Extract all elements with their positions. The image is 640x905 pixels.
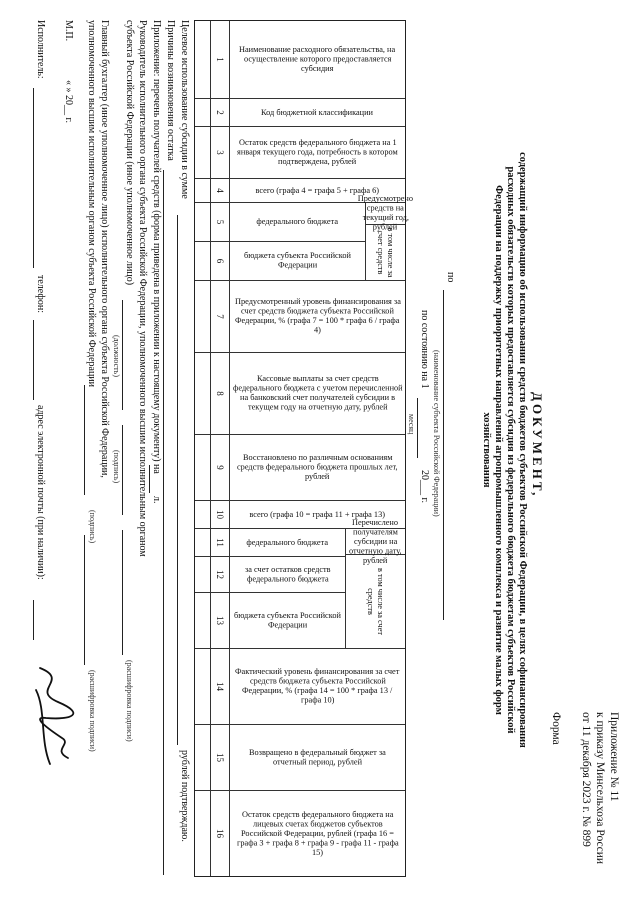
empty-cell — [195, 435, 210, 501]
column-number-2: 2 — [210, 99, 229, 127]
date-line: « » 20__ г. — [63, 80, 74, 123]
column-number-11: 11 — [210, 529, 229, 557]
email-label: адрес электронной почты (при наличии): — [35, 405, 46, 580]
subject-prefix: по — [445, 272, 456, 283]
col-10-header: всего (графа 10 = графа 11 + графа 13) — [229, 501, 405, 529]
reasons-label: Причины возникновения остатка — [165, 20, 176, 161]
target-use-label: Целевое использование субсидии в сумме — [179, 20, 190, 199]
appendix-order: к приказу Минсельхоза России — [594, 712, 606, 865]
empty-cell — [195, 557, 210, 593]
empty-cell — [195, 99, 210, 127]
form-label: Форма — [550, 712, 562, 745]
attachment-pages-label: л. — [151, 496, 162, 504]
column-number-7: 7 — [210, 281, 229, 353]
head-signature-line — [122, 425, 123, 515]
column-number-16: 16 — [210, 791, 229, 876]
attachment-label: Приложение: перечень получателей средств (форма приведена в приложении к настоящему документу) на — [151, 20, 162, 474]
accountant-decoding-caption: (расшифровка подписи) — [88, 670, 97, 752]
empty-cell — [195, 649, 210, 725]
confirmed-label: рублей подтверждаю. — [179, 750, 190, 842]
subject-line — [443, 290, 444, 620]
col-4-header: всего (графа 4 = графа 5 + графа 6) — [229, 179, 405, 203]
empty-cell — [195, 353, 210, 435]
reasons-line — [163, 170, 164, 875]
empty-cell — [195, 529, 210, 557]
empty-cell — [195, 21, 210, 99]
document-title: ДОКУМЕНТ, — [530, 392, 545, 499]
empty-cell — [195, 203, 210, 242]
executor-label: Исполнитель: — [35, 20, 46, 79]
column-number-8: 8 — [210, 353, 229, 435]
accountant-line-1: Главный бухгалтер (иное уполномоченное лицо) исполнительного органа субъекта Российской Федерации, — [99, 20, 110, 478]
accountant-decoding-line — [84, 535, 85, 665]
column-number-15: 15 — [210, 725, 229, 791]
accountant-line-2: уполномоченного высшим исполнительным органом субъекта Российской Федерации — [86, 20, 97, 388]
column-number-3: 3 — [210, 127, 229, 179]
col-3-header: Остаток средств федерального бюджета на 1 января текущего года, потребность в котором подтверждена, рублей — [229, 127, 405, 179]
col-1-header: Наименование расходного обязательства, на осуществление которого предоставляется субсидия — [229, 21, 405, 99]
appendix-number: Приложение № 11 — [608, 712, 620, 802]
accountant-signature-caption: (подпись) — [88, 510, 97, 544]
head-line-2: субъекта Российской Федерации (иное уполномоченное лицо) — [124, 20, 135, 286]
empty-cell — [195, 281, 210, 353]
appendix-date: от 11 декабря 2023 г. № 899 — [580, 712, 592, 847]
col-11-header: федерального бюджета — [229, 529, 345, 557]
col-7-header: Предусмотренный уровень финансирования за счет средств бюджета субъекта Российской Федерации, % (графа 7 = 100 * графа 6 / графа 4) — [229, 281, 405, 353]
stamp-label: М.П. — [63, 20, 74, 42]
state-prefix: по состоянию на 1 — [419, 310, 430, 389]
empty-cell — [195, 242, 210, 281]
column-number-14: 14 — [210, 649, 229, 725]
planned-group-header: Предусмотрено средств на текущий год, рублей — [357, 194, 414, 233]
head-position-caption: (должность) — [112, 335, 121, 377]
head-signature-caption: (подпись) — [112, 450, 121, 484]
month-caption: месяц — [407, 414, 416, 435]
target-use-line — [177, 215, 178, 745]
empty-cell — [195, 127, 210, 179]
head-position-line — [122, 300, 123, 410]
phone-line — [33, 320, 34, 400]
col-14-header: Фактический уровень финансирования за счет средств бюджета субъекта Российской Федерации, % (графа 14 = 100 * графа 13 / графа 10) — [229, 649, 405, 725]
state-suffix: 20___ г. — [419, 470, 430, 503]
col-6-header: бюджета субъекта Российской Федерации — [229, 242, 365, 281]
empty-cell — [195, 501, 210, 529]
col-13-header: бюджета субъекта Российской Федерации — [229, 593, 345, 649]
head-decoding-caption: (расшифровка подписи) — [125, 660, 134, 742]
col-9-header: Восстановлено по различным основаниям средств федерального бюджета прошлых лет, рублей — [229, 435, 405, 501]
col-2-header: Код бюджетной классификации — [229, 99, 405, 127]
empty-cell — [195, 593, 210, 649]
head-line-1: Руководитель исполнительного органа субъекта Российской Федерации, уполномоченного высшим исполнительным органом — [137, 20, 148, 557]
col-5-header: федерального бюджета — [229, 203, 365, 242]
column-number-1: 1 — [210, 21, 229, 99]
transferred-incl-header: в том числе за счет средств — [345, 555, 405, 649]
column-number-4: 4 — [210, 179, 229, 203]
email-line — [33, 600, 34, 640]
column-number-10: 10 — [210, 501, 229, 529]
column-number-6: 6 — [210, 242, 229, 281]
subject-caption: (наименование субъекта Российской Федерации) — [432, 350, 441, 517]
col-12-header: за счет остатков средств федерального бюджета — [229, 557, 345, 593]
empty-cell — [195, 791, 210, 876]
col-8-header: Кассовые выплаты за счет средств федерального бюджета с учетом перечисленной на банковский счет получателей субсидии в текущем году на отчетную дату, рублей — [229, 353, 405, 435]
attachment-pages-line — [149, 465, 150, 493]
handwritten-signature — [20, 660, 80, 770]
month-line — [417, 398, 418, 458]
planned-incl-header: в том числе за счет средств — [365, 225, 405, 281]
head-decoding-line — [122, 530, 123, 655]
column-number-13: 13 — [210, 593, 229, 649]
empty-cell — [195, 179, 210, 203]
transferred-group-header: Перечислено получателям субсидии на отчетную дату, рублей — [345, 529, 405, 555]
column-number-9: 9 — [210, 435, 229, 501]
col-15-header: Возвращено в федеральный бюджет за отчетный период, рублей — [229, 725, 405, 791]
executor-line — [33, 88, 34, 268]
accountant-signature-line — [84, 385, 85, 495]
col-16-header: Остаток средств федерального бюджета на лицевых счетах бюджетов субъектов Российской Федерации, рублей (графа 16 = графа 3 + графа 8 + графа 9 - графа 11 - графа 15) — [229, 791, 405, 876]
document-subtitle: содержащий информацию об использовании средств бюджетов субъектов Российской Федерации, в целях софинансирования расходных обязательств которых предоставляется субсидия из федерального бюджета бюджетам субъектов Российской Федерации на поддержку приоритетных направлений агропромышленного комплекса и развитие малых форм хозяйствования — [480, 152, 528, 748]
column-number-12: 12 — [210, 557, 229, 593]
empty-cell — [195, 725, 210, 791]
column-number-5: 5 — [210, 203, 229, 242]
phone-label: телефон: — [35, 275, 46, 313]
